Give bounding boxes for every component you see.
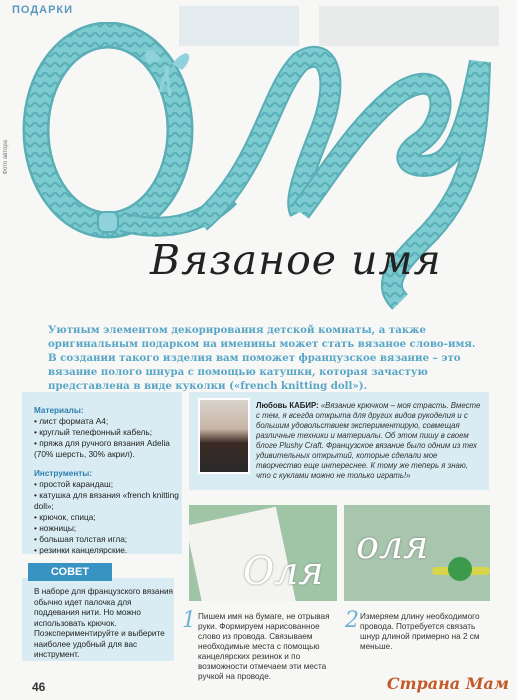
list-item: • пряжа для ручного вязания Adelia (70% шерсть, 30% акрил). xyxy=(34,438,170,459)
step-2-text: Измеряем длину необходимого провода. Потребуется связать шнур длиной примерно на 2 см меньше. xyxy=(360,612,480,651)
list-item: • катушка для вязания «french knitting doll»; xyxy=(34,490,179,511)
page-title: Вязаное имя xyxy=(150,236,442,284)
materials-list xyxy=(34,405,182,556)
photo-credit: Фото автора xyxy=(3,140,9,175)
step-photo-2 xyxy=(344,505,490,601)
list-item: • лист формата А4; xyxy=(34,416,109,426)
watermark: Страна Мам xyxy=(386,674,509,693)
list-item: • резинки канцелярские. xyxy=(34,545,128,555)
page-number: 46 xyxy=(32,680,46,694)
author-name: Любовь КАБИР: xyxy=(256,401,319,410)
photo1-word: Оля xyxy=(243,549,324,593)
list-item: • простой карандаш; xyxy=(34,479,113,489)
author-photo xyxy=(198,398,250,474)
step-1-number: 1 xyxy=(182,608,196,633)
step-1-text: Пишем имя на бумаге, не отрывая руки. Формируем нарисованное слово из провода. Связываем необходимые места с помощью канцелярских резинок и по возможности отмечаем эти места ручкой на проводе. xyxy=(198,612,330,681)
photo2-word: оля xyxy=(356,523,429,567)
list-item: • ножницы; xyxy=(34,523,77,533)
tools-heading: Инструменты: xyxy=(34,469,93,478)
knitted-name-illustration xyxy=(0,22,517,342)
lead-paragraph: Уютным элементом декорирования детской комнаты, а также оригинальным подарком на именины может стать вязаное слово-имя. В создании такого изделия вам поможет французское вязание – это вязание полого шнура с помощью катушки, которая зачастую представлена в виде куколки («french knitting doll»). xyxy=(48,324,476,392)
quote-text: «Вязание крючком – моя страсть. Вместе с тем, я всегда открыта для других видов рукоделия и с большим удовольствием экспериментирую, совмещая различные техники и материалы. Об этом пишу в своем блоге Plushy Craft. Французское вязание было одним из тех удивительных открытий, которые сделали мое творчество еще интереснее. К тому же теперь я знаю, что с куклами можно не только играть!» xyxy=(256,401,481,480)
section-label: ПОДАРКИ xyxy=(12,4,74,16)
list-item: • круглый телефонный кабель; xyxy=(34,427,152,437)
list-item: • крючок, спица; xyxy=(34,512,96,522)
author-quote xyxy=(256,401,484,481)
list-item: • большая толстая игла; xyxy=(34,534,128,544)
tip-text: В наборе для французского вязания обычно идет палочка для поддевания нити. Но можно использовать крючок. Поэкспериментируйте и выберите наиболее удобный для вас инструмент. xyxy=(34,587,173,659)
wrap-knot xyxy=(98,212,118,232)
step-photo-1 xyxy=(189,505,337,601)
step-2-number: 2 xyxy=(345,608,359,633)
tip-label: СОВЕТ xyxy=(28,563,112,581)
materials-heading: Материалы: xyxy=(34,406,84,415)
